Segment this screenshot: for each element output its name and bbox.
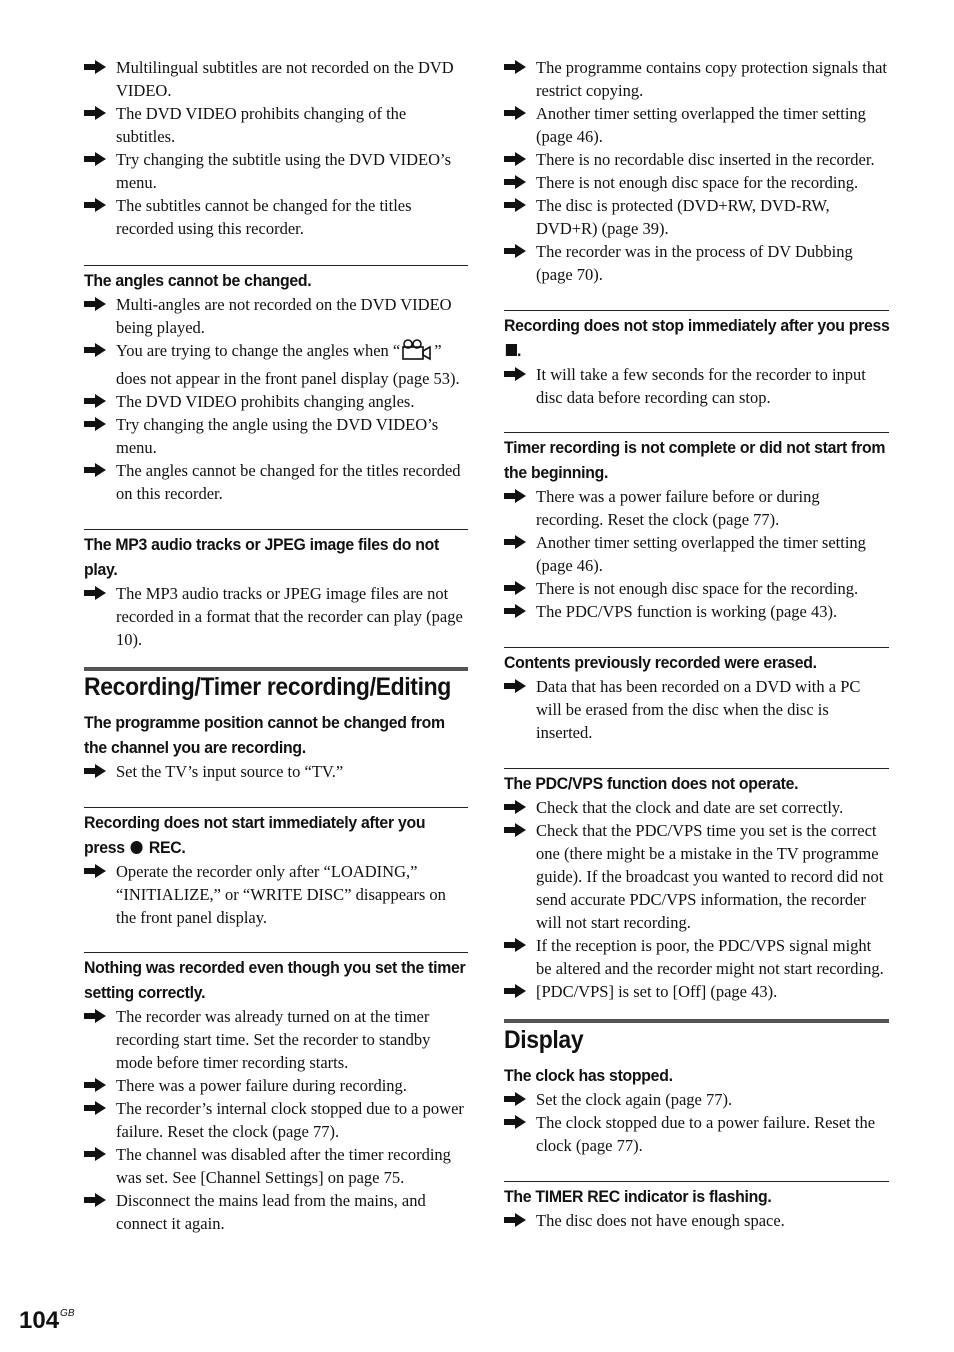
right-arrow-icon bbox=[504, 604, 526, 618]
list-item: Try changing the angle using the DVD VIDEO’s menu. bbox=[84, 413, 468, 459]
rec-start-heading: Recording does not start immediately after you press REC. bbox=[84, 813, 426, 857]
right-arrow-icon bbox=[504, 244, 526, 258]
clock-section bbox=[504, 1063, 889, 1157]
list-item: The MP3 audio tracks or JPEG image files are not recorded in a format that the recorder can play (page 10). bbox=[84, 582, 468, 651]
section-title: Display bbox=[504, 1026, 584, 1054]
list-item: Disconnect the mains lead from the mains, and connect it again. bbox=[84, 1189, 468, 1235]
list-item: Check that the clock and date are set correctly. bbox=[504, 796, 889, 819]
section-title: Recording/Timer recording/Editing bbox=[84, 673, 451, 701]
right-arrow-icon bbox=[84, 1193, 106, 1207]
list-item: If the reception is poor, the PDC/VPS signal might be altered and the recorder might not start recording. bbox=[504, 934, 889, 980]
list-item: The subtitles cannot be changed for the titles recorded using this recorder. bbox=[84, 194, 468, 240]
region-code: GB bbox=[60, 1308, 75, 1319]
list-item: There was a power failure during recording. bbox=[84, 1074, 468, 1097]
right-arrow-icon bbox=[84, 343, 106, 357]
right-arrow-icon bbox=[504, 535, 526, 549]
right-arrow-icon bbox=[84, 198, 106, 212]
right-arrow-icon bbox=[504, 60, 526, 74]
list-item: The programme contains copy protection signals that restrict copying. bbox=[504, 56, 889, 102]
right-arrow-icon bbox=[504, 800, 526, 814]
right-arrow-icon bbox=[504, 1092, 526, 1106]
list-item: There is not enough disc space for the recording. bbox=[504, 171, 889, 194]
right-arrow-icon bbox=[504, 367, 526, 381]
right-arrow-icon bbox=[504, 175, 526, 189]
list-item: Try changing the subtitle using the DVD VIDEO’s menu. bbox=[84, 148, 468, 194]
list-item: Set the TV’s input source to “TV.” bbox=[84, 760, 468, 783]
right-arrow-icon bbox=[504, 106, 526, 120]
right-arrow-icon bbox=[84, 152, 106, 166]
right-arrow-icon bbox=[504, 152, 526, 166]
display-section bbox=[504, 1019, 889, 1157]
right-arrow-icon bbox=[84, 417, 106, 431]
recording-section bbox=[84, 667, 468, 783]
rec-stop-heading: Recording does not stop immediately after you press . bbox=[504, 316, 890, 360]
list-item: The recorder was in the process of DV Dubbing (page 70). bbox=[504, 240, 889, 286]
timer-incomplete-section bbox=[504, 432, 889, 623]
list-item: Set the clock again (page 77). bbox=[504, 1088, 889, 1111]
clock-heading: The clock has stopped. bbox=[504, 1066, 673, 1085]
right-arrow-icon bbox=[504, 938, 526, 952]
right-arrow-icon bbox=[504, 489, 526, 503]
list-item: Multi-angles are not recorded on the DVD VIDEO being played. bbox=[84, 293, 468, 339]
rec-stop-section bbox=[504, 310, 889, 409]
timer-incomplete-heading: Timer recording is not complete or did not start from the beginning. bbox=[504, 438, 886, 482]
list-item: Another timer setting overlapped the timer setting (page 46). bbox=[504, 102, 889, 148]
video-camera-icon bbox=[402, 339, 432, 367]
page-number: $104^{GB}$ bbox=[19, 1307, 75, 1334]
subtitle-causes-list bbox=[84, 56, 468, 240]
list-item: You are trying to change the angles when “ ” does not appear in the front panel display (page 53). bbox=[84, 339, 468, 390]
angles-heading: The angles cannot be changed. bbox=[84, 271, 312, 290]
nothing-recorded-heading: Nothing was recorded even though you set the timer setting correctly. bbox=[84, 958, 466, 1002]
right-column bbox=[504, 56, 889, 1232]
right-arrow-icon bbox=[84, 1009, 106, 1023]
list-item: The DVD VIDEO prohibits changing angles. bbox=[84, 390, 468, 413]
list-item: It will take a few seconds for the recorder to input disc data before recording can stop. bbox=[504, 363, 889, 409]
list-item: The PDC/VPS function is working (page 43). bbox=[504, 600, 889, 623]
pdc-heading: The PDC/VPS function does not operate. bbox=[504, 774, 799, 793]
list-item: Multilingual subtitles are not recorded on the DVD VIDEO. bbox=[84, 56, 468, 102]
nothing-recorded-section bbox=[84, 952, 468, 1235]
mp3-section bbox=[84, 529, 468, 651]
right-arrow-icon bbox=[84, 394, 106, 408]
list-item: There is not enough disc space for the recording. bbox=[504, 577, 889, 600]
rec-start-section bbox=[84, 807, 468, 929]
right-arrow-icon bbox=[84, 586, 106, 600]
list-item: The recorder was already turned on at the timer recording start time. Set the recorder to standby mode before timer recording starts. bbox=[84, 1005, 468, 1074]
record-dot-icon bbox=[131, 841, 143, 854]
programme-heading: The programme position cannot be changed from the channel you are recording. bbox=[84, 713, 445, 757]
list-item: The clock stopped due to a power failure. Reset the clock (page 77). bbox=[504, 1111, 889, 1157]
erased-section bbox=[504, 647, 889, 744]
right-arrow-icon bbox=[84, 764, 106, 778]
right-arrow-icon bbox=[84, 1147, 106, 1161]
programme-section bbox=[84, 710, 468, 783]
list-item: Another timer setting overlapped the timer setting (page 46). bbox=[504, 531, 889, 577]
list-item: Check that the PDC/VPS time you set is the correct one (there might be a mistake in the TV programme guide). If the broadcast you wanted to record did not send accurate PDC/VPS information, the recorder will not start recording. bbox=[504, 819, 889, 934]
timer-rec-heading: The TIMER REC indicator is flashing. bbox=[504, 1187, 772, 1206]
right-arrow-icon bbox=[504, 679, 526, 693]
list-item: The recorder’s internal clock stopped due to a power failure. Reset the clock (page 77). bbox=[84, 1097, 468, 1143]
list-item: The channel was disabled after the timer recording was set. See [Channel Settings] on page 75. bbox=[84, 1143, 468, 1189]
right-arrow-icon bbox=[84, 106, 106, 120]
list-item: The DVD VIDEO prohibits changing of the subtitles. bbox=[84, 102, 468, 148]
right-arrow-icon bbox=[504, 198, 526, 212]
right-arrow-icon bbox=[504, 581, 526, 595]
angles-section bbox=[84, 265, 468, 505]
pdc-section bbox=[504, 768, 889, 1003]
right-arrow-icon bbox=[84, 1078, 106, 1092]
list-item: Operate the recorder only after “LOADING,” “INITIALIZE,” or “WRITE DISC” disappears on the front panel display. bbox=[84, 860, 468, 929]
list-item: There is no recordable disc inserted in the recorder. bbox=[504, 148, 889, 171]
list-item: [PDC/VPS] is set to [Off] (page 43). bbox=[504, 980, 889, 1003]
left-column bbox=[84, 56, 468, 1235]
right-arrow-icon bbox=[504, 823, 526, 837]
right-arrow-icon bbox=[84, 1101, 106, 1115]
timer-rec-section bbox=[504, 1181, 889, 1232]
list-item: The angles cannot be changed for the titles recorded on this recorder. bbox=[84, 459, 468, 505]
list-item: The disc does not have enough space. bbox=[504, 1209, 889, 1232]
right-arrow-icon bbox=[504, 1115, 526, 1129]
list-item: The disc is protected (DVD+RW, DVD-RW, DVD+R) (page 39). bbox=[504, 194, 889, 240]
right-arrow-icon bbox=[84, 463, 106, 477]
list-item: There was a power failure before or during recording. Reset the clock (page 77). bbox=[504, 485, 889, 531]
erased-heading: Contents previously recorded were erased. bbox=[504, 653, 817, 672]
stop-square-icon bbox=[506, 344, 517, 356]
right-arrow-icon bbox=[84, 297, 106, 311]
right-arrow-icon bbox=[504, 1213, 526, 1227]
right-arrow-icon bbox=[504, 984, 526, 998]
right-arrow-icon bbox=[84, 60, 106, 74]
timer-causes-list bbox=[504, 56, 889, 286]
list-item: Data that has been recorded on a DVD with a PC will be erased from the disc when the disc is inserted. bbox=[504, 675, 889, 744]
mp3-heading: The MP3 audio tracks or JPEG image files do not play. bbox=[84, 535, 439, 579]
right-arrow-icon bbox=[84, 864, 106, 878]
